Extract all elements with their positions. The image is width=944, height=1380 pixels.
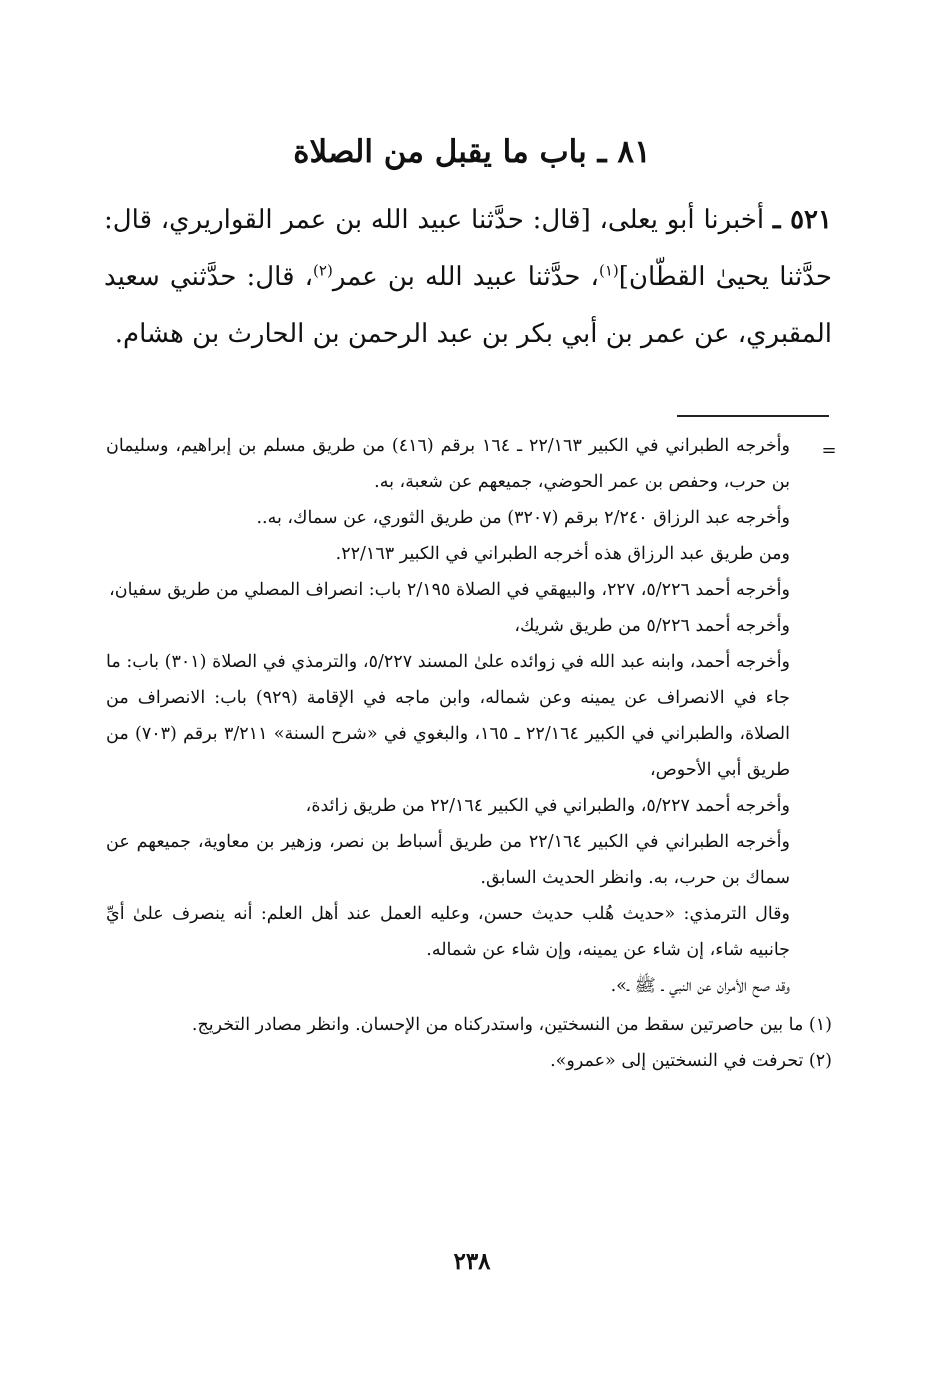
footnote-ref-2: (٢) bbox=[313, 261, 333, 280]
footnote-separator bbox=[677, 415, 829, 417]
note-paragraph: وأخرجه أحمد ٥/٢٢٧، والطبراني في الكبير ٢٢/١٦٤ من طريق زائدة، bbox=[305, 796, 790, 816]
note-paragraph: وأخرجه الطبراني في الكبير ٢٢/١٦٣ ـ ١٦٤ برقم (٤١٦) من طريق مسلم بن إبراهيم، وسليمان بن حرب، وحفص بن عمر الحوضي، جميعهم عن شعبة، به. bbox=[106, 436, 790, 492]
note-paragraph: وأخرجه أحمد ٥/٢٢٦، ٢٢٧، والبيهقي في الصلاة ٢/١٩٥ باب: انصراف المصلي من طريق سفيان، bbox=[109, 580, 790, 600]
note-paragraph: وأخرجه أحمد، وابنه عبد الله في زوائده علىٰ المسند ٥/٢٢٧، والترمذي في الصلاة (٣٠١) باب: ما جاء في الانصراف عن يمينه وعن شماله، وابن ماجه في الإقامة (٩٢٩) باب: الانصراف من الصلاة، والطبراني في الكبير ٢٢/١٦٤ ـ ١٦٥، والبغوي في «شرح السنة» ٣/٢١١ برقم (٧٠٣) من طريق أبي الأحوص، bbox=[106, 652, 791, 780]
note-paragraph: وأخرجه أحمد ٥/٢٢٦ من طريق شريك، bbox=[514, 616, 790, 636]
note-paragraph: وأخرجه عبد الرزاق ٢/٢٤٠ برقم (٣٢٠٧) من طريق الثوري، عن سماك، به.. bbox=[256, 508, 790, 528]
note-paragraph: ومن طريق عبد الرزاق هذه أخرجه الطبراني في الكبير ٢٢/١٦٣. bbox=[335, 544, 790, 564]
hadith-number: ٥٢١ ـ bbox=[772, 205, 832, 235]
hadith-isnad-part-3: ، قال: حدَّثني سعيد المقبري، عن عمر بن أبي بكر بن عبد الرحمن بن الحارث بن هشام. bbox=[104, 262, 832, 349]
hadith-text bbox=[104, 192, 832, 363]
note-paragraph: وقد صح الأمران عن النبي ـ ﷺ ـ». bbox=[610, 976, 790, 996]
footnotes-section bbox=[106, 428, 832, 1079]
page-number: ٢٣٨ bbox=[453, 1248, 491, 1275]
footnote-1: (١) ما بين حاصرتين سقط من النسختين، واستدركناه من الإحسان. وانظر مصادر التخريج. bbox=[191, 1015, 832, 1035]
note-paragraph: وقال الترمذي: «حديث هُلب حديث حسن، وعليه العمل عند أهل العلم: أنه ينصرف علىٰ أيِّ جانبيه شاء، إن شاء عن يمينه، وإن شاء عن شماله. bbox=[106, 904, 790, 960]
continuation-mark: = bbox=[821, 440, 837, 461]
chapter-title: ٨١ ـ باب ما يقبل من الصلاة bbox=[293, 134, 651, 170]
hadith-isnad-part-1: أخبرنا أبو يعلى، [قال: حدَّثنا عبيد الله بن عمر القواريري، قال: حدَّثنا يحيىٰ القطّان] bbox=[104, 205, 833, 292]
note-paragraph: وأخرجه الطبراني في الكبير ٢٢/١٦٤ من طريق أسباط بن نصر، وزهير بن معاوية، جميعهم عن سماك بن حرب، به. وانظر الحديث السابق. bbox=[106, 832, 790, 888]
footnote-ref-1: (١) bbox=[598, 261, 619, 280]
footnote-2: (٢) تحرفت في النسختين إلى «عمرو». bbox=[550, 1051, 832, 1071]
hadith-isnad-part-2: ، حدَّثنا عبيد الله بن عمر bbox=[332, 262, 599, 292]
